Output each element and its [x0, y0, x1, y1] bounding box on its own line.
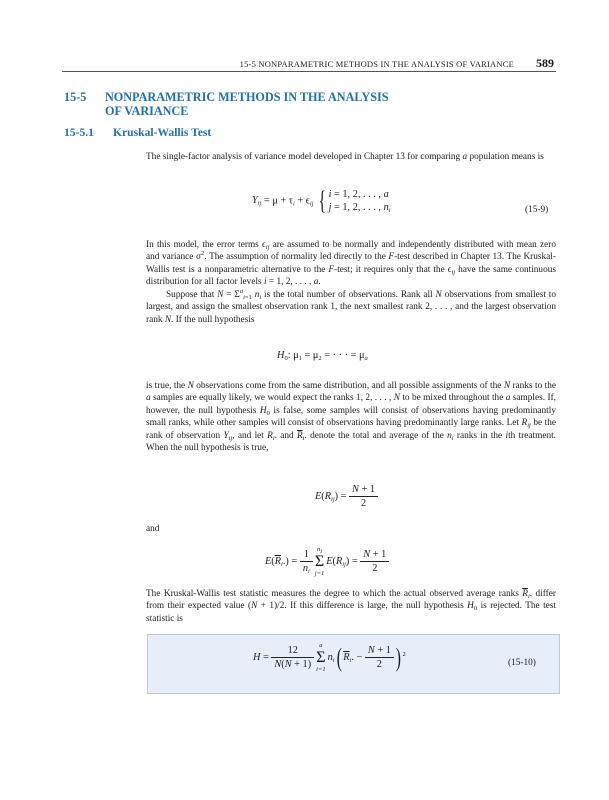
section-title-line2: OF VARIANCE: [105, 104, 189, 118]
paragraph-null-true: is true, the N observations come from the same distribution, and all possible assignments of the N ranks to the a samples are equally likely, we would expect the ranks 1, 2, . . . , N to be mixed throughout the a samples. If, however, the null hypothesis $H_0$ is false, some samples will consist of observations having predominantly small ranks, while other samples will consist of observations having predominantly large ranks. Let $R_{ij}$ be the rank of observation $Y_{ij}$, and let $R_i$. and $\overline{R}_i$. denote the total and average of the $n_i$ ranks in the ith treatment. When the null hypothesis is true,: [146, 381, 557, 454]
equation-model: $Y_{ij} = \mu + \tau_i + \epsilon_{ij}$ { i = 1, 2, . . . , a j = 1, 2, . . . , $n_i$: [252, 186, 391, 215]
header-rule: [62, 71, 556, 72]
equation-null-hypothesis: $H_0$: $\mu_1 = \mu_2$ = · · · = $\mu_a$: [277, 350, 368, 362]
section-number: 15-5: [64, 90, 87, 104]
and-text: and: [146, 524, 160, 534]
equation-number-15-10: (15-10): [508, 658, 536, 668]
equation-expected-average-rank: $E(\overline{R}_i.)$ = $\frac{1}{n_i}$ $n_i$ Σ j=1 $E(R_{ij})$ = $\frac{N + 1}{2}$: [265, 545, 389, 578]
paragraph-ranking: Suppose that $N = \Sigma^a_{i=1}$ $n_i$ is the total number of observations. Rank all N observations from smallest to largest, and assign the smallest observation rank 1, the next smallest rank 2, . . . , and the largest observation rank N. If the null hypothesis: [146, 288, 557, 325]
paragraph-model-assumptions: In this model, the error terms $\epsilon_{ij}$ are assumed to be normally and independently distributed with mean zero and variance $\sigma^2$. The assumption of normality led directly to the F-test described in Chapter 13. The Kruskal-Wallis test is a nonparametric alternative to the F-test; it requires only that the $\epsilon_{ij}$ have the same continuous distribution for all factor levels i = 1, 2, . . . , a.: [146, 240, 556, 288]
subsection-number: 15-5.1: [64, 126, 94, 139]
page-number: 589: [536, 56, 554, 70]
section-heading: [64, 90, 389, 118]
subsection-title: Kruskal-Wallis Test: [113, 126, 212, 139]
section-title-line1: NONPARAMETRIC METHODS IN THE ANALYSIS: [105, 90, 389, 104]
running-title: 15-5 NONPARAMETRIC METHODS IN THE ANALYSIS OF VARIANCE: [239, 59, 514, 69]
running-head: [0, 56, 554, 71]
subsection-heading: [64, 126, 211, 139]
paragraph-test-statistic: The Kruskal-Wallis test statistic measures the degree to which the actual observed average ranks $\overline{R}_i$. differ from their expected value (N + 1)/2. If this difference is large, the null hypothesis $H_0$ is rejected. The test statistic is: [146, 589, 556, 624]
paragraph-intro: The single-factor analysis of variance model developed in Chapter 13 for comparing a population means is: [146, 152, 544, 162]
equation-number-15-9: (15-9): [525, 205, 549, 215]
equation-kruskal-wallis-h: H = $\frac{12}{N(N + 1)}$ a Σ i=1 $n_i$( $\overline{R}_i$. − $\frac{N + 1}{2}$ ) $^2$: [253, 642, 406, 673]
equation-expected-rank: $E(R_{ij})$ = $\frac{N + 1}{2}$: [315, 484, 378, 509]
